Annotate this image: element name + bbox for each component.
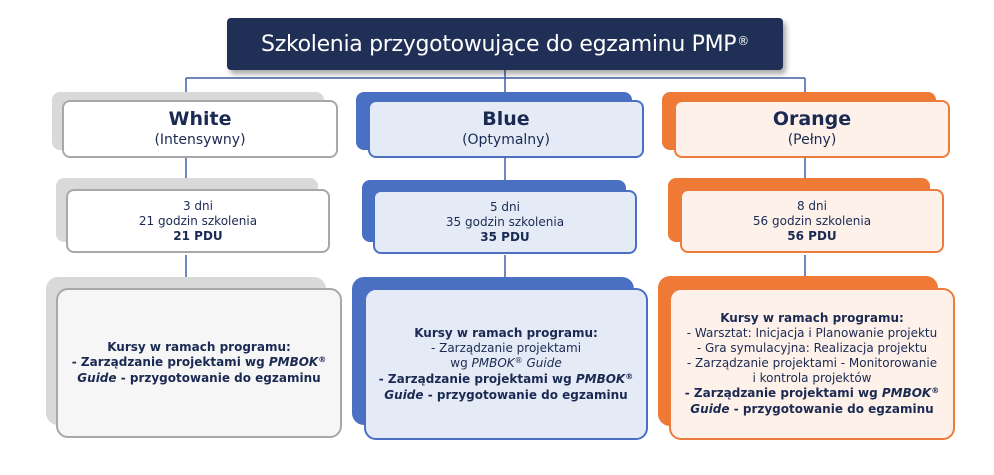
- white-name: White: [168, 108, 232, 130]
- white-header-card: [62, 100, 338, 158]
- orange-pdu: 56 PDU: [787, 228, 837, 243]
- white-course-1-line-2: Guide - przygotowanie do egzaminu: [77, 371, 321, 385]
- blue-header-card: [368, 100, 644, 158]
- blue-level: (Optymalny): [462, 132, 550, 148]
- blue-program-card: [364, 288, 648, 440]
- orange-course-4-line-2: Guide - przygotowanie do egzaminu: [690, 402, 934, 416]
- white-hours: 21 godzin szkolenia: [138, 213, 258, 228]
- blue-pdu: 35 PDU: [480, 229, 530, 244]
- blue-days: 5 dni: [489, 199, 520, 214]
- orange-stats-card: [680, 189, 944, 253]
- orange-hours: 56 godzin szkolenia: [752, 213, 872, 228]
- blue-course-1-line-1: - Zarządzanie projektami: [430, 340, 582, 355]
- orange-days: 8 dni: [796, 198, 827, 213]
- diagram-title: [227, 18, 783, 70]
- orange-course-3-line-1: - Zarządzanie projektami - Monitorowanie: [686, 356, 938, 370]
- orange-header-card: [674, 100, 950, 158]
- blue-hours: 35 godzin szkolenia: [445, 214, 565, 229]
- orange-course-3-line-2: i kontrola projektów: [752, 371, 872, 385]
- title-text: Szkolenia przygotowujące do egzaminu PMP: [261, 31, 737, 57]
- blue-course-2-line-2: Guide - przygotowanie do egzaminu: [384, 387, 628, 402]
- blue-course-1-line-2: wg PMBOK® Guide: [450, 355, 562, 370]
- blue-course-2-line-1: - Zarządzanie projektami wg PMBOK®: [378, 371, 634, 386]
- white-days: 3 dni: [182, 198, 213, 213]
- white-stats-card: [66, 189, 330, 253]
- orange-course-4-line-1: - Zarządzanie projektami wg PMBOK®: [684, 386, 940, 400]
- blue-stats-card: [373, 190, 637, 254]
- blue-program-heading: Kursy w ramach programu:: [414, 325, 598, 340]
- orange-course-1: - Warsztat: Inicjacja i Planowanie projektu: [686, 326, 938, 340]
- white-level: (Intensywny): [154, 132, 246, 148]
- orange-level: (Pełny): [787, 132, 837, 148]
- orange-course-2: - Gra symulacyjna: Realizacja projektu: [696, 341, 928, 355]
- white-course-1-line-1: - Zarządzanie projektami wg PMBOK®: [71, 355, 327, 369]
- white-pdu: 21 PDU: [173, 228, 223, 243]
- registered-mark: ®: [737, 34, 749, 48]
- white-program-heading: Kursy w ramach programu:: [107, 340, 291, 354]
- orange-program-heading: Kursy w ramach programu:: [720, 311, 904, 325]
- orange-program-card: [669, 288, 955, 440]
- blue-name: Blue: [482, 108, 530, 130]
- white-program-card: [56, 288, 342, 438]
- orange-name: Orange: [772, 108, 852, 130]
